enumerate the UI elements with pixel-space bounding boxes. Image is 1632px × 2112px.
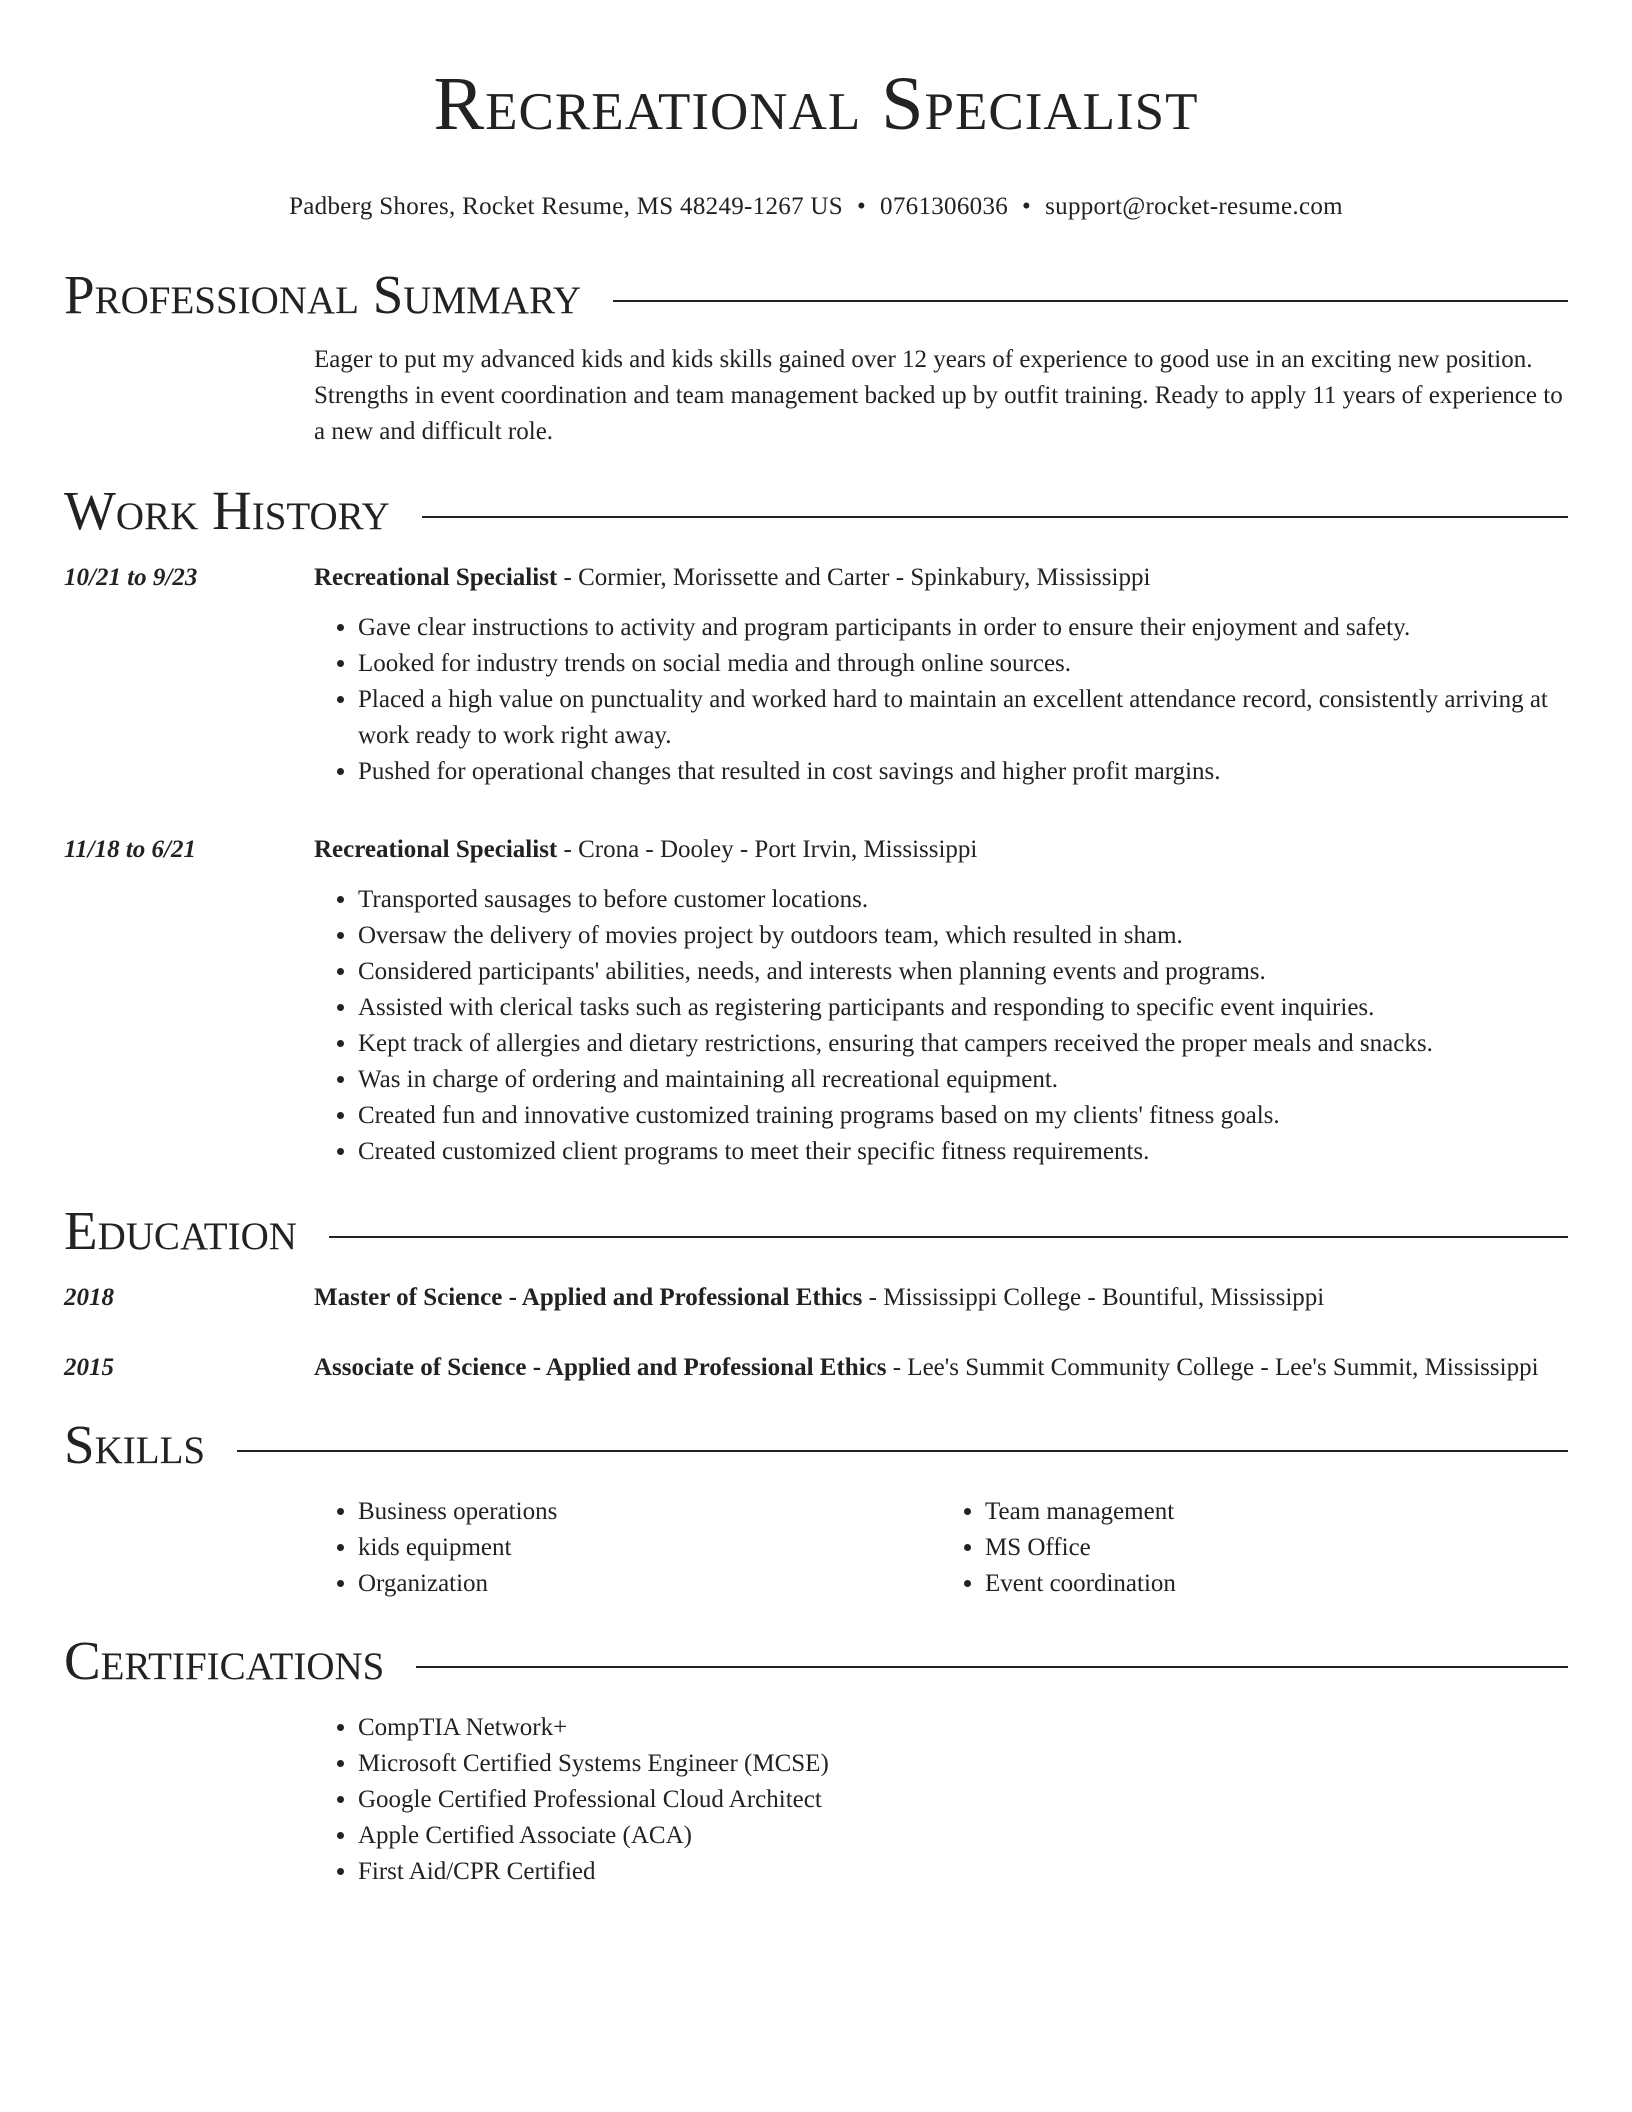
job-bullet: • Created fun and innovative customized training programs based on my clients' fitness goals. <box>358 1098 1568 1134</box>
job-role: Recreational Specialist <box>314 564 558 591</box>
summary-row <box>64 342 1568 450</box>
skill-item: • Organization <box>358 1566 941 1602</box>
certifications-row <box>64 1692 1568 1890</box>
resume-name: Recreational Specialist <box>433 62 1199 146</box>
certifications-list <box>314 1710 1568 1890</box>
job-entry <box>64 560 1568 790</box>
job-dates: 11/18 to 6/21 <box>64 836 196 863</box>
education-year: 2018 <box>64 1284 114 1311</box>
certifications-left-gutter <box>64 1692 314 1890</box>
skill-item: • kids equipment <box>358 1530 941 1566</box>
education-section-header <box>64 1200 1568 1262</box>
job-entry <box>64 832 1568 1170</box>
certifications-body <box>314 1692 1568 1890</box>
contact-phone: 0761306036 <box>880 193 1009 220</box>
skills-list-right <box>941 1494 1568 1602</box>
education-year: 2015 <box>64 1354 114 1381</box>
job-heading <box>314 560 1568 596</box>
work-section-title: Work History <box>64 480 390 541</box>
job-bullet: • Placed a high value on punctuality and worked hard to maintain an excellent attendance record, consistently arriving at work ready to work right away. <box>358 682 1568 754</box>
job-body <box>314 832 1568 1170</box>
job-bullet: • Transported sausages to before customer locations. <box>358 882 1568 918</box>
section-divider <box>329 1236 1568 1238</box>
education-body <box>314 1280 1568 1316</box>
education-school-location: - Lee's Summit Community College - Lee's Summit, Mississippi <box>886 1354 1539 1381</box>
job-employer-location: - Crona - Dooley - Port Irvin, Mississippi <box>557 836 978 863</box>
summary-section-title: Professional Summary <box>64 264 582 325</box>
education-school-location: - Mississippi College - Bountiful, Mississippi <box>862 1284 1325 1311</box>
education-entry <box>64 1350 1568 1386</box>
contact-separator: • <box>1022 193 1032 220</box>
education-entry <box>64 1280 1568 1316</box>
job-bullet: • Kept track of allergies and dietary restrictions, ensuring that campers received the proper meals and snacks. <box>358 1026 1568 1062</box>
job-body <box>314 560 1568 790</box>
education-section-title: Education <box>64 1200 297 1261</box>
certification-item: • First Aid/CPR Certified <box>358 1854 1568 1890</box>
job-dates: 10/21 to 9/23 <box>64 564 198 591</box>
section-divider <box>613 300 1568 302</box>
contact-email: support@rocket-resume.com <box>1045 193 1343 220</box>
certification-item: • Microsoft Certified Systems Engineer (MCSE) <box>358 1746 1568 1782</box>
job-bullet: • Was in charge of ordering and maintaining all recreational equipment. <box>358 1062 1568 1098</box>
section-divider <box>237 1450 1568 1452</box>
skill-item: • Business operations <box>358 1494 941 1530</box>
education-degree: Associate of Science - Applied and Professional Ethics <box>314 1354 887 1381</box>
contact-separator: • <box>856 193 867 220</box>
skills-section-header <box>64 1414 1568 1476</box>
job-bullet: • Created customized client programs to meet their specific fitness requirements. <box>358 1134 1568 1170</box>
job-bullet: • Considered participants' abilities, needs, and interests when planning events and programs. <box>358 954 1568 990</box>
job-bullet-list <box>314 610 1568 790</box>
skill-item: • Event coordination <box>985 1566 1568 1602</box>
certification-item: • Google Certified Professional Cloud Architect <box>358 1782 1568 1818</box>
education-degree: Master of Science - Applied and Professional Ethics <box>314 1284 863 1311</box>
job-role: Recreational Specialist <box>314 836 558 863</box>
job-bullet-list <box>314 882 1568 1170</box>
job-bullet: • Gave clear instructions to activity and program participants in order to ensure their enjoyment and safety. <box>358 610 1568 646</box>
skills-column-left <box>314 1494 941 1602</box>
job-bullet: • Assisted with clerical tasks such as registering participants and responding to specific event inquiries. <box>358 990 1568 1026</box>
summary-left-gutter <box>64 342 314 450</box>
skills-left-gutter <box>64 1476 314 1602</box>
skill-item: • MS Office <box>985 1530 1568 1566</box>
skill-item: • Team management <box>985 1494 1568 1530</box>
certifications-section-title: Certifications <box>64 1630 385 1691</box>
summary-text: Eager to put my advanced kids and kids skills gained over 12 years of experience to good use in an exciting new position. Strengths in event coordination and team management backed up by outfit training. Ready to apply 11 years of experience to a new and difficult role. <box>314 346 1563 445</box>
skills-column-right <box>941 1494 1568 1602</box>
job-bullet: • Pushed for operational changes that resulted in cost savings and higher profit margins. <box>358 754 1568 790</box>
summary-section-header <box>64 264 1568 326</box>
job-employer-location: - Cormier, Morissette and Carter - Spinkabury, Mississippi <box>557 564 1151 591</box>
certification-item: • Apple Certified Associate (ACA) <box>358 1818 1568 1854</box>
certification-item: • CompTIA Network+ <box>358 1710 1568 1746</box>
skills-list-left <box>314 1494 941 1602</box>
section-divider <box>416 1666 1568 1668</box>
skills-columns <box>314 1494 1568 1602</box>
job-bullet: • Oversaw the delivery of movies project by outdoors team, which resulted in sham. <box>358 918 1568 954</box>
job-bullet: • Looked for industry trends on social media and through online sources. <box>358 646 1568 682</box>
skills-row <box>64 1476 1568 1602</box>
certifications-section-header <box>64 1630 1568 1692</box>
section-divider <box>422 516 1568 518</box>
contact-line <box>64 192 1568 222</box>
job-heading <box>314 832 1568 868</box>
work-section-header <box>64 480 1568 542</box>
contact-address: Padberg Shores, Rocket Resume, MS 48249-1267 US <box>289 193 843 220</box>
skills-section-title: Skills <box>64 1414 206 1475</box>
education-body <box>314 1350 1568 1386</box>
